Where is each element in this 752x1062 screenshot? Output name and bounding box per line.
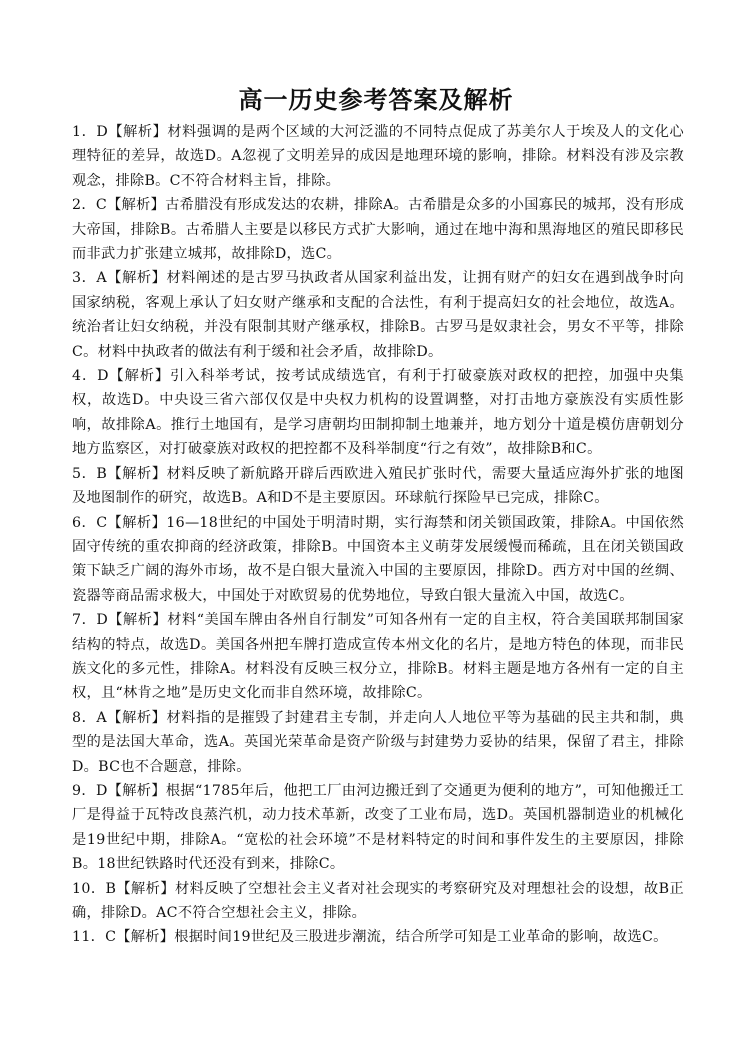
answer-item-8: 8．A【解析】材料指的是摧毁了封建君主专制，并走向人人地位平等为基础的民主共和制，典型的是法国大革命，选A。英国光荣革命是资产阶级与封建势力妥协的结果，保留了君主，排除D。BC也不合题意，排除。 — [72, 709, 684, 775]
answer-item-4: 4．D【解析】引入科举考试，按考试成绩选官，有利于打破豪族对政权的把控，加强中央集权，故选D。中央设三省六部仅仅是中央权力机构的设置调整，对打击地方豪族没有实质性影响，故排除A。推行土地国有，是学习唐朝均田制抑制土地兼并，地方划分十道是模仿唐朝划分地方监察区，对打破豪族对政权的把控都不及科举制度“行之有效”，故排除B和C。 — [72, 368, 684, 458]
page-title: 高一历史参考答案及解析 — [238, 86, 514, 114]
answer-item-10: 10．B【解析】材料反映了空想社会主义者对社会现实的考察研究及对理想社会的设想，故B正确，排除D。AC不符合空想社会主义，排除。 — [72, 880, 684, 921]
answer-list — [72, 120, 684, 950]
answer-item-3: 3．A【解析】材料阐述的是古罗马执政者从国家利益出发，让拥有财产的妇女在遇到战争时向国家纳税，客观上承认了妇女财产继承和支配的合法性，有利于提高妇女的社会地位，故选A。统治者让妇女纳税，并没有限制其财产继承权，排除B。古罗马是奴隶社会，男女不平等，排除C。材料中执政者的做法有利于缓和社会矛盾，故排除D。 — [72, 270, 684, 360]
answer-item-5: 5．B【解析】材料反映了新航路开辟后西欧进入殖民扩张时代，需要大量适应海外扩张的地图及地图制作的研究，故选B。A和D不是主要原因。环球航行探险早已完成，排除C。 — [72, 465, 684, 507]
answer-item-7: 7．D【解析】材料“美国车牌由各州自行制发”可知各州有一定的自主权，符合美国联邦制国家结构的特点，故选D。美国各州把车牌打造成宣传本州文化的名片，是地方特色的体现，而非民族文化的多元性，排除A。材料没有反映三权分立，排除B。材料主题是地方各州有一定的自主权，且“林肯之地”是历史文化而非自然环境，故排除C。 — [72, 612, 684, 702]
answer-item-9: 9．D【解析】根据“1785年后，他把工厂由河边搬迁到了交通更为便利的地方”，可知他搬迁工厂是得益于瓦特改良蒸汽机，动力技术革新，改变了工业布局，选D。英国机器制造业的机械化是19世纪中期，排除A。“宽松的社会环境”不是材料特定的时间和事件发生的主要原因，排除B。18世纪铁路时代还没有到来，排除C。 — [72, 782, 684, 873]
answer-item-6: 6．C【解析】16—18世纪的中国处于明清时期，实行海禁和闭关锁国政策，排除A。中国依然固守传统的重农抑商的经济政策，排除B。中国资本主义萌芽发展缓慢而稀疏，且在闭关锁国政策下缺乏广阔的海外市场，故不是白银大量流入中国的主要原因，排除D。西方对中国的丝绸、瓷器等商品需求极大，中国处于对欧贸易的优势地位，导致白银大量流入中国，故选C。 — [72, 514, 684, 604]
answer-item-11: 11．C【解析】根据时间19世纪及三股进步潮流，结合所学可知是工业革命的影响，故选C。 — [72, 929, 668, 946]
answer-item-1: 1．D【解析】材料强调的是两个区域的大河泛滥的不同特点促成了苏美尔人于埃及人的文化心理特征的差异，故选D。A忽视了文明差异的成因是地理环境的影响，排除。材料没有涉及宗教观念，排除B。C不符合材料主旨，排除。 — [72, 124, 684, 189]
answer-item-2: 2．C【解析】古希腊没有形成发达的农耕，排除A。古希腊是众多的小国寡民的城邦，没有形成大帝国，排除B。古希腊人主要是以移民方式扩大影响，通过在地中海和黑海地区的殖民即移民而非武力扩张建立城邦，故排除D，选C。 — [72, 197, 684, 263]
